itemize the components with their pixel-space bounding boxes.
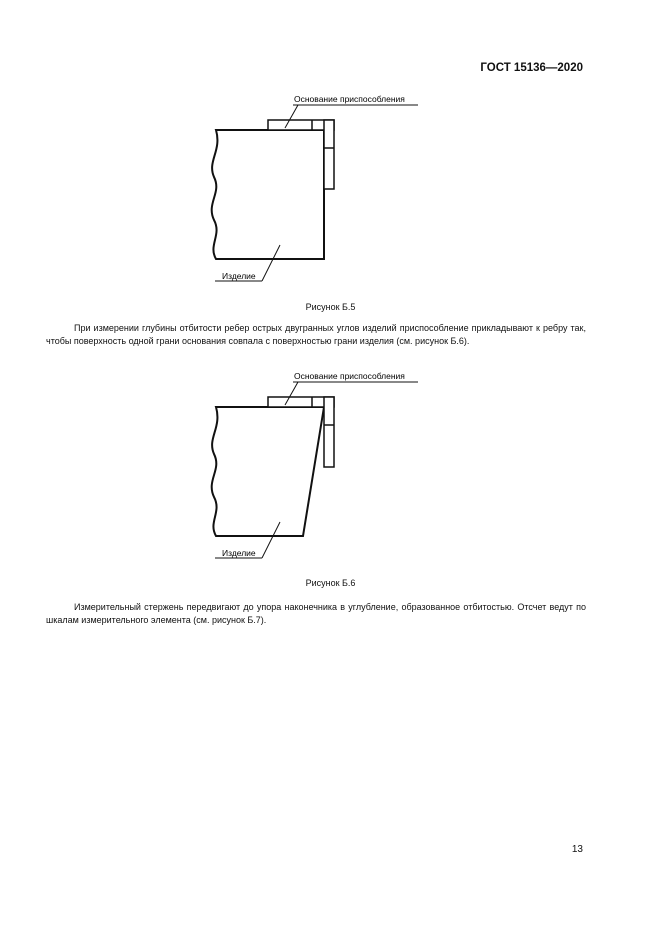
figure-b5-drawing: [0, 85, 661, 295]
fixture-side-plate: [324, 120, 334, 189]
label-fixture-base: Основание приспособления: [294, 371, 405, 381]
caption-b5: Рисунок Б.5: [305, 302, 356, 312]
leader-item: [262, 522, 280, 558]
paragraph-2: Измерительный стержень передвигают до упора наконечника в углубление, образованное отбитостью. Отсчет ведут по шкалам измерительного элемента (см. рисунок Б.7).: [46, 602, 586, 625]
leader-item: [262, 245, 280, 281]
label-fixture-base: Основание приспособления: [294, 94, 405, 104]
product-outline: [212, 130, 324, 259]
figure-b5: [0, 85, 661, 295]
paragraph-1: При измерении глубины отбитости ребер острых двугранных углов изделий приспособление прикладывают к ребру так, чтобы поверхность одной грани основания совпала с поверхностью грани изделия (см. рисунок Б.6).: [46, 323, 586, 346]
document-code: ГОСТ 15136—2020: [480, 62, 583, 74]
fixture-side-plate: [324, 397, 334, 467]
figure-b6: [0, 362, 661, 572]
label-product: Изделие: [222, 271, 256, 281]
page-number: 13: [571, 844, 583, 855]
product-outline: [212, 407, 324, 536]
caption-b6: Рисунок Б.6: [305, 578, 356, 588]
figure-b6-drawing: [0, 362, 661, 572]
label-product: Изделие: [222, 548, 256, 558]
